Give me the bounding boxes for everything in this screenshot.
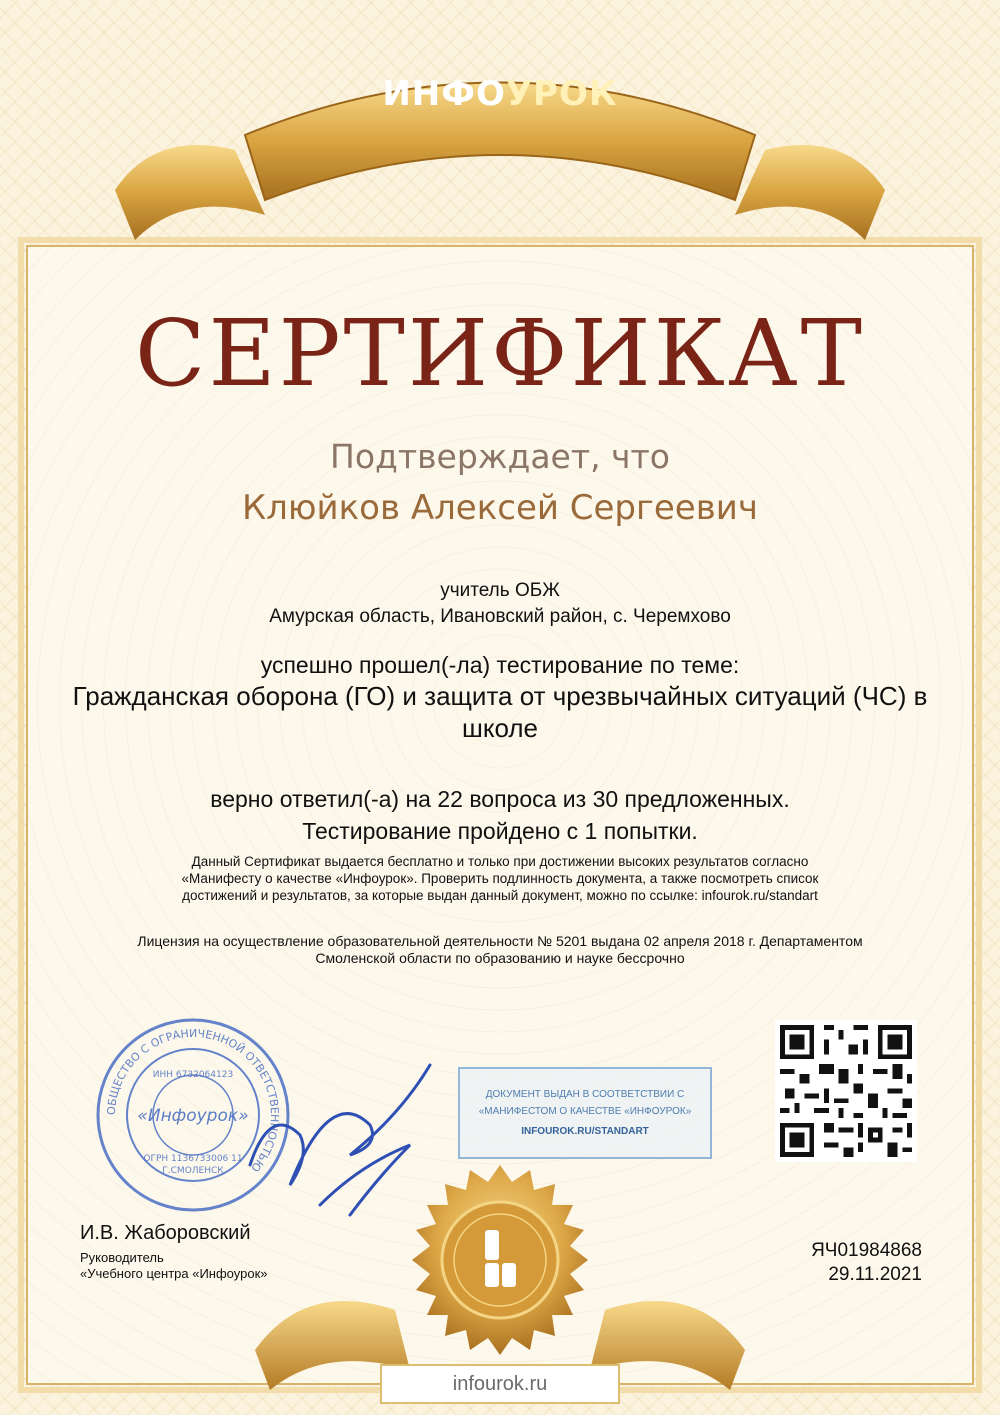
document-number: ЯЧ01984868 bbox=[811, 1240, 922, 1261]
document-date: 29.11.2021 bbox=[828, 1264, 922, 1285]
logo-prefix: ИНФО bbox=[382, 74, 506, 114]
quality-manifest-box bbox=[458, 1067, 712, 1159]
certificate-title: СЕРТИФИКАТ bbox=[135, 300, 865, 407]
stamp-center-text: «Инфоурок» bbox=[137, 1106, 249, 1126]
answered-text: верно ответил(-а) на 22 вопроса из 30 предложенных. bbox=[210, 786, 790, 812]
attempts-text: Тестирование пройдено с 1 попытки. bbox=[302, 818, 698, 844]
person-location: Амурская область, Ивановский район, с. Черемхово bbox=[269, 606, 731, 627]
qr-code[interactable] bbox=[775, 1020, 917, 1162]
signer-title-line-2: «Учебного центра «Инфоурок» bbox=[80, 1266, 268, 1281]
manifest-line-3: INFOUROK.RU/STANDART bbox=[521, 1126, 649, 1137]
signer-title-line-1: Руководитель bbox=[80, 1250, 164, 1265]
manifest-line-1: ДОКУМЕНТ ВЫДАН В СООТВЕТСТВИИ С bbox=[485, 1089, 685, 1100]
signer-name: И.В. Жаборовский bbox=[80, 1222, 251, 1244]
person-name: Клюйков Алексей Сергеевич bbox=[242, 488, 758, 528]
infourok-logo bbox=[0, 74, 1000, 114]
stamp-inn: ИНН 6732064123 bbox=[152, 1070, 234, 1080]
person-role: учитель ОБЖ bbox=[440, 580, 560, 601]
logo-suffix: УРОК bbox=[505, 74, 618, 114]
website-link[interactable]: infourok.ru bbox=[380, 1364, 620, 1404]
stamp-ogrn: ОГРН 1136733006 11 bbox=[143, 1154, 243, 1164]
stamp-outer-text: ОБЩЕСТВО С ОГРАНИЧЕННОЙ ОТВЕТСТВЕННОСТЬЮ bbox=[104, 1026, 282, 1175]
license-text: Лицензия на осуществление образовательной деятельности № 5201 выдана 02 апреля 2018 г. Департаментом Смоленской области по образованию и науке бессрочно bbox=[137, 933, 863, 966]
issuance-note: Данный Сертификат выдается бесплатно и только при достижении высоких результатов согласно «Манифесту о качестве «Инфоурок». Проверить подлинность документа, а также посмотреть список достижений и результатов, за которые выдан данный документ, можно по ссылке: infourok.ru/standart bbox=[181, 854, 819, 903]
confirms-text: Подтверждает, что bbox=[330, 437, 670, 476]
manifest-line-2: «МАНИФЕСТОМ О КАЧЕСТВЕ «ИНФОУРОК» bbox=[478, 1106, 692, 1117]
gold-medal-emblem bbox=[245, 1160, 755, 1390]
passed-text: успешно прошел(-ла) тестирование по теме: bbox=[260, 652, 740, 678]
stamp-city: Г.СМОЛЕНСК bbox=[162, 1166, 224, 1176]
gold-ribbon-banner bbox=[95, 40, 905, 255]
test-topic: Гражданская оборона (ГО) и защита от чрезвычайных ситуаций (ЧС) в школе bbox=[72, 681, 928, 743]
signer-title bbox=[80, 1250, 268, 1282]
